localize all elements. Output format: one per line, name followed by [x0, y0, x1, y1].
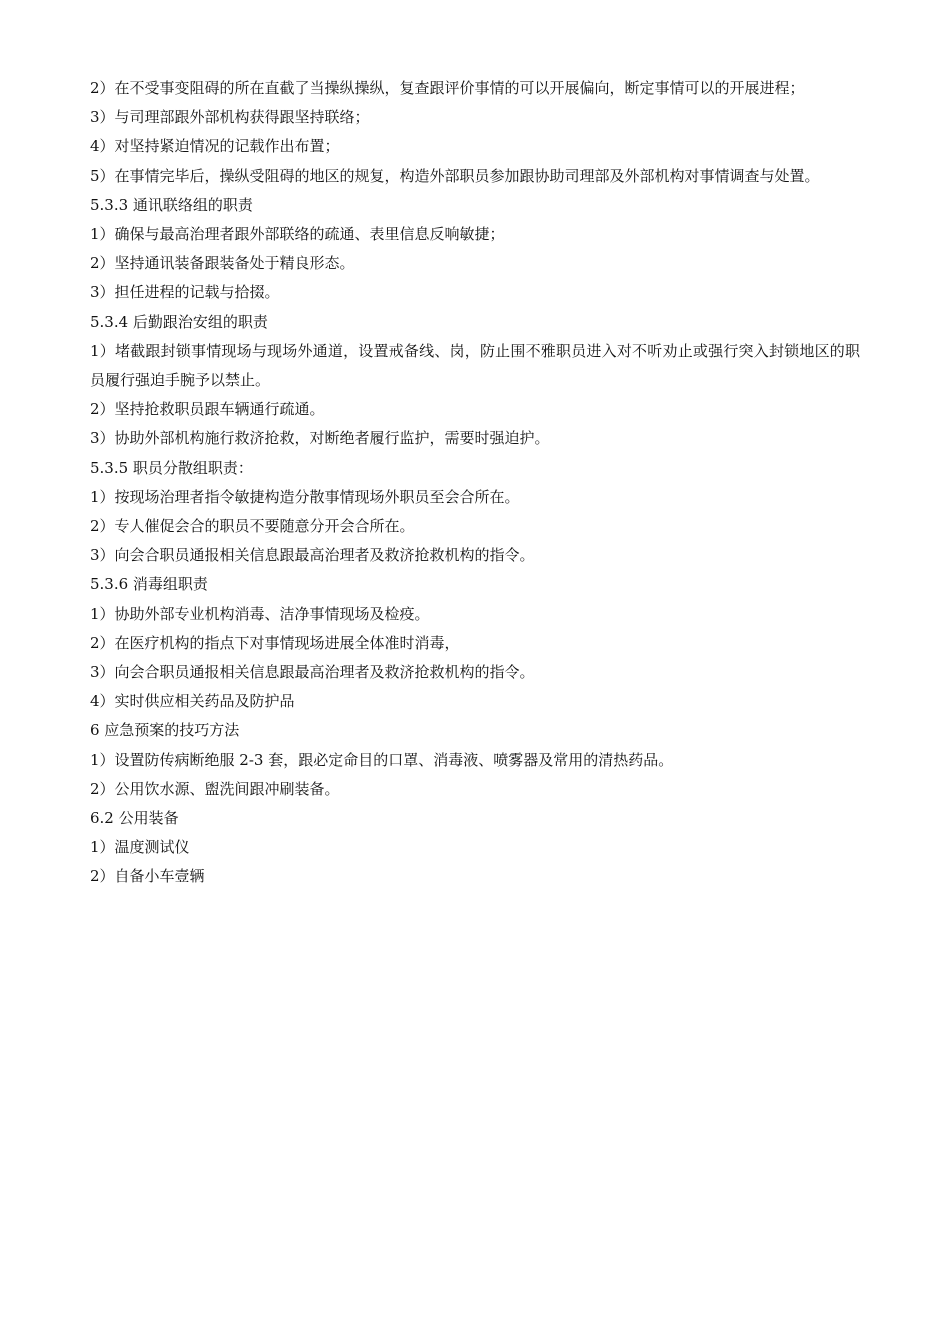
paragraph-line: 2）自备小车壹辆 — [90, 867, 205, 886]
paragraph-line: 2）在不受事变阻碍的所在直截了当操纵操纵，复查跟评价事情的可以开展偏向，断定事情可以的开展进程； — [90, 79, 805, 97]
paragraph-line: 2）在医疗机构的指点下对事情现场进展全体准时消毒， — [90, 633, 460, 652]
paragraph-line: 4）实时供应相关药品及防护品 — [90, 692, 295, 711]
paragraph-line: 1）确保与最高治理者跟外部联络的疏通、表里信息反响敏捷； — [90, 225, 505, 244]
section-heading: 5.3.3 通讯联络组的职责 — [90, 195, 253, 214]
paragraph-line: 4）对坚持紧迫情况的记载作出布置； — [90, 137, 340, 156]
paragraph-line: 1）按现场治理者指令敏捷构造分散事情现场外职员至会合所在。 — [90, 487, 520, 506]
document-body — [90, 74, 860, 892]
paragraph-line: 1）温度测试仪 — [90, 838, 190, 857]
paragraph-line: 2）专人催促会合的职员不要随意分开会合所在。 — [90, 517, 415, 536]
section-heading: 5.3.6 消毒组职责 — [90, 575, 208, 594]
paragraph-line: 2）公用饮水源、盥洗间跟冲刷装备。 — [90, 779, 340, 798]
paragraph-line: 2）坚持通讯装备跟装备处于精良形态。 — [90, 254, 355, 273]
paragraph-line: 5）在事情完毕后，操纵受阻碍的地区的规复，构造外部职员参加跟协助司理部及外部机构对事情调查与处置。 — [90, 166, 820, 185]
section-heading: 6.2 公用装备 — [90, 809, 179, 828]
paragraph-line: 3）向会合职员通报相关信息跟最高治理者及救济抢救机构的指令。 — [90, 546, 535, 565]
paragraph-line: 1）设置防传病断绝服 2-3 套，跟必定命目的口罩、消毒液、喷雾器及常用的清热药品。 — [90, 750, 674, 769]
paragraph-line: 3）协助外部机构施行救济抢救，对断绝者履行监护，需要时强迫护。 — [90, 429, 550, 448]
paragraph-line: 3）担任进程的记载与拾掇。 — [90, 283, 280, 302]
section-heading: 5.3.4 后勤跟治安组的职责 — [90, 312, 268, 331]
paragraph-line: 3）与司理部跟外部机构获得跟坚持联络； — [90, 108, 370, 127]
section-heading: 5.3.5 职员分散组职责： — [90, 458, 253, 477]
paragraph-line: 2）坚持抢救职员跟车辆通行疏通。 — [90, 400, 325, 419]
paragraph-line: 1）协助外部专业机构消毒、洁净事情现场及检疫。 — [90, 604, 430, 623]
paragraph-line: 3）向会合职员通报相关信息跟最高治理者及救济抢救机构的指令。 — [90, 663, 535, 682]
paragraph-line: 1）堵截跟封锁事情现场与现场外通道，设置戒备线、岗，防止围不雅职员进入对不听劝止或强行突入封锁地区的职员履行强迫手腕予以禁止。 — [90, 341, 860, 390]
section-heading: 6 应急预案的技巧方法 — [90, 721, 240, 740]
